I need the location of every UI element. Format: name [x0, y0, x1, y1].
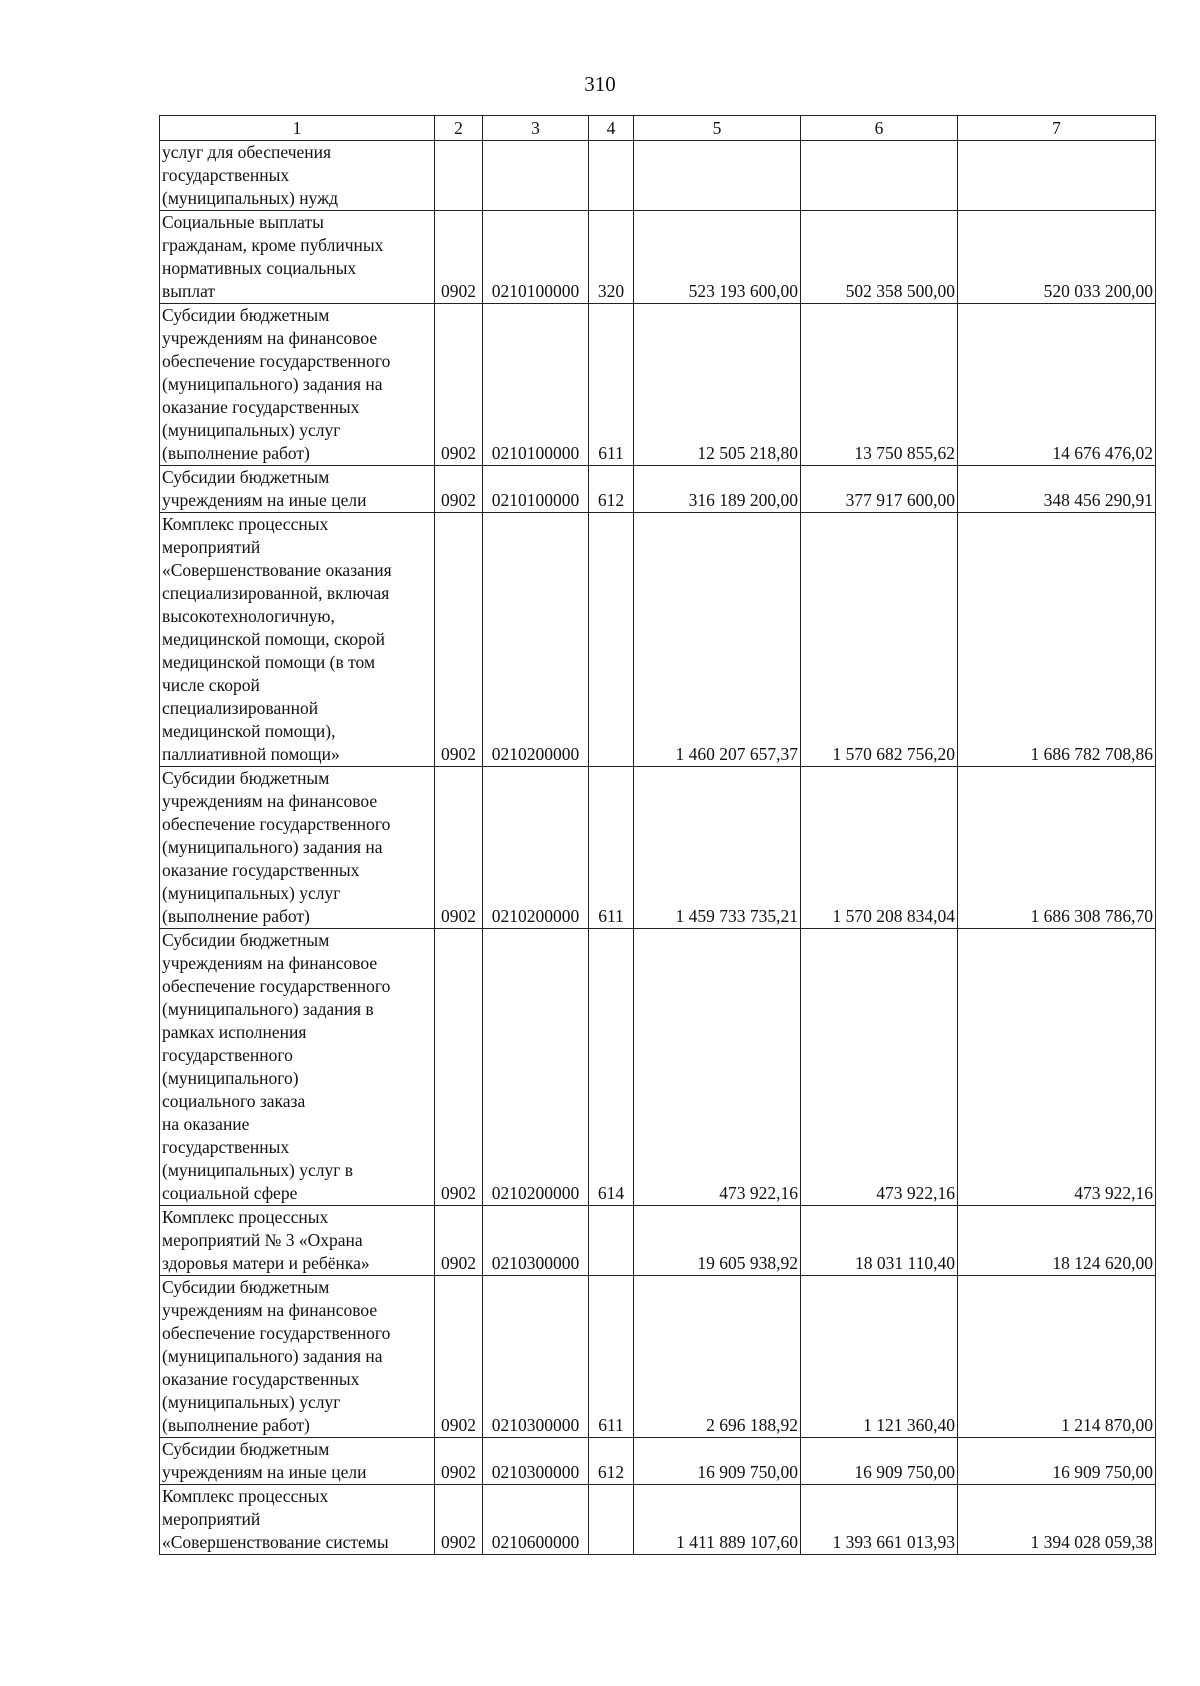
description-line: Комплекс процессных: [162, 1207, 329, 1227]
description-line: Комплекс процессных: [162, 1486, 329, 1506]
description-cell: [160, 304, 435, 466]
description-line: специализированной, включая: [162, 583, 390, 603]
description-line: оказание государственных: [162, 397, 360, 417]
amount-year2-cell: 13 750 855,62: [801, 304, 958, 466]
description-line: обеспечение государственного: [162, 351, 391, 371]
column-header: 7: [958, 116, 1156, 141]
amount-year3-cell: [958, 141, 1156, 211]
amount-year1-cell: [634, 141, 801, 211]
amount-year2-cell: 473 922,16: [801, 929, 958, 1206]
description-cell: [160, 1276, 435, 1438]
column-header: 3: [483, 116, 589, 141]
section-code-cell: 0902: [435, 466, 483, 513]
expense-type-cell: 612: [589, 1438, 634, 1485]
target-article-cell: 0210300000: [483, 1276, 589, 1438]
description-cell: [160, 929, 435, 1206]
table-row: [160, 767, 1156, 929]
amount-year2-cell: 502 358 500,00: [801, 211, 958, 304]
description-line: паллиативной помощи»: [162, 744, 340, 764]
description-line: учреждениям на иные цели: [162, 1462, 367, 1482]
description-line: обеспечение государственного: [162, 814, 391, 834]
target-article-cell: 0210100000: [483, 211, 589, 304]
amount-year1-cell: 19 605 938,92: [634, 1206, 801, 1276]
expense-type-cell: 320: [589, 211, 634, 304]
amount-year1-cell: 2 696 188,92: [634, 1276, 801, 1438]
description-line: обеспечение государственного: [162, 976, 391, 996]
description-line: Субсидии бюджетным: [162, 305, 330, 325]
description-line: учреждениям на финансовое: [162, 953, 378, 973]
expense-type-cell: [589, 1485, 634, 1555]
description-line: гражданам, кроме публичных: [162, 235, 384, 255]
expense-type-cell: 611: [589, 767, 634, 929]
target-article-cell: 0210300000: [483, 1206, 589, 1276]
section-code-cell: 0902: [435, 304, 483, 466]
description-cell: [160, 1485, 435, 1555]
column-header: 5: [634, 116, 801, 141]
table-row: [160, 211, 1156, 304]
column-header: 6: [801, 116, 958, 141]
description-line: (муниципальных) услуг: [162, 883, 341, 903]
description-cell: [160, 211, 435, 304]
description-cell: [160, 1206, 435, 1276]
description-line: (муниципальных) услуг: [162, 420, 341, 440]
amount-year3-cell: 1 686 308 786,70: [958, 767, 1156, 929]
section-code-cell: 0902: [435, 767, 483, 929]
description-line: медицинской помощи (в том: [162, 652, 376, 672]
description-line: (муниципального) задания на: [162, 1346, 383, 1366]
description-line: мероприятий: [162, 1509, 261, 1529]
expense-type-cell: 614: [589, 929, 634, 1206]
table-body: [160, 141, 1156, 1555]
description-line: (выполнение работ): [162, 443, 310, 463]
column-header: 1: [160, 116, 435, 141]
description-line: высокотехнологичную,: [162, 606, 335, 626]
section-code-cell: 0902: [435, 513, 483, 767]
description-line: Субсидии бюджетным: [162, 768, 330, 788]
column-header: 4: [589, 116, 634, 141]
target-article-cell: 0210200000: [483, 513, 589, 767]
description-line: Социальные выплаты: [162, 212, 324, 232]
target-article-cell: 0210100000: [483, 466, 589, 513]
amount-year2-cell: 16 909 750,00: [801, 1438, 958, 1485]
description-line: оказание государственных: [162, 860, 360, 880]
description-line: государственных: [162, 165, 290, 185]
amount-year3-cell: 1 686 782 708,86: [958, 513, 1156, 767]
section-code-cell: 0902: [435, 1276, 483, 1438]
description-line: (муниципального) задания в: [162, 999, 374, 1019]
description-line: (выполнение работ): [162, 906, 310, 926]
description-line: (муниципальных) нужд: [162, 188, 339, 208]
amount-year2-cell: 1 393 661 013,93: [801, 1485, 958, 1555]
description-line: на оказание: [162, 1114, 250, 1134]
table-row: [160, 1206, 1156, 1276]
description-line: государственных: [162, 1137, 290, 1157]
description-line: числе скорой: [162, 675, 260, 695]
table-row: [160, 466, 1156, 513]
target-article-cell: 0210100000: [483, 304, 589, 466]
description-line: Комплекс процессных: [162, 514, 329, 534]
description-line: (муниципального) задания на: [162, 374, 383, 394]
description-cell: [160, 767, 435, 929]
amount-year3-cell: 348 456 290,91: [958, 466, 1156, 513]
amount-year1-cell: 12 505 218,80: [634, 304, 801, 466]
description-line: учреждениям на финансовое: [162, 791, 378, 811]
section-code-cell: 0902: [435, 929, 483, 1206]
description-line: Субсидии бюджетным: [162, 930, 330, 950]
description-line: учреждениям на иные цели: [162, 490, 367, 510]
description-line: государственного: [162, 1045, 293, 1065]
column-number-row: [160, 116, 1156, 141]
expense-type-cell: [589, 513, 634, 767]
amount-year2-cell: 1 570 208 834,04: [801, 767, 958, 929]
description-line: оказание государственных: [162, 1369, 360, 1389]
target-article-cell: [483, 141, 589, 211]
description-line: нормативных социальных: [162, 258, 357, 278]
description-line: Субсидии бюджетным: [162, 1277, 330, 1297]
description-cell: [160, 513, 435, 767]
amount-year3-cell: 473 922,16: [958, 929, 1156, 1206]
expense-type-cell: [589, 141, 634, 211]
description-line: Субсидии бюджетным: [162, 467, 330, 487]
description-line: «Совершенствование оказания: [162, 560, 392, 580]
description-cell: [160, 141, 435, 211]
description-line: медицинской помощи),: [162, 721, 336, 741]
description-line: (муниципального) задания на: [162, 837, 383, 857]
target-article-cell: 0210200000: [483, 767, 589, 929]
amount-year3-cell: 1 394 028 059,38: [958, 1485, 1156, 1555]
table-row: [160, 304, 1156, 466]
amount-year3-cell: 1 214 870,00: [958, 1276, 1156, 1438]
description-line: рамках исполнения: [162, 1022, 307, 1042]
amount-year1-cell: 1 411 889 107,60: [634, 1485, 801, 1555]
description-line: медицинской помощи, скорой: [162, 629, 386, 649]
description-cell: [160, 466, 435, 513]
table-row: [160, 141, 1156, 211]
amount-year1-cell: 316 189 200,00: [634, 466, 801, 513]
section-code-cell: 0902: [435, 1485, 483, 1555]
column-header: 2: [435, 116, 483, 141]
amount-year2-cell: 1 570 682 756,20: [801, 513, 958, 767]
expense-type-cell: 611: [589, 304, 634, 466]
table-row: [160, 513, 1156, 767]
description-line: учреждениям на финансовое: [162, 1300, 378, 1320]
amount-year1-cell: 523 193 600,00: [634, 211, 801, 304]
table-row: [160, 1276, 1156, 1438]
description-line: обеспечение государственного: [162, 1323, 391, 1343]
section-code-cell: 0902: [435, 1206, 483, 1276]
amount-year1-cell: 16 909 750,00: [634, 1438, 801, 1485]
description-line: мероприятий № 3 «Охрана: [162, 1230, 363, 1250]
section-code-cell: 0902: [435, 1438, 483, 1485]
amount-year2-cell: 18 031 110,40: [801, 1206, 958, 1276]
section-code-cell: 0902: [435, 211, 483, 304]
amount-year2-cell: 1 121 360,40: [801, 1276, 958, 1438]
description-line: «Совершенствование системы: [162, 1532, 389, 1552]
amount-year3-cell: 16 909 750,00: [958, 1438, 1156, 1485]
description-line: здоровья матери и ребёнка»: [162, 1253, 370, 1273]
description-line: выплат: [162, 281, 216, 301]
page-number: 310: [584, 72, 616, 96]
amount-year2-cell: [801, 141, 958, 211]
description-line: (выполнение работ): [162, 1415, 310, 1435]
description-line: учреждениям на финансовое: [162, 328, 378, 348]
amount-year3-cell: 520 033 200,00: [958, 211, 1156, 304]
table-row: [160, 1438, 1156, 1485]
description-line: социальной сфере: [162, 1183, 298, 1203]
target-article-cell: 0210300000: [483, 1438, 589, 1485]
description-line: Субсидии бюджетным: [162, 1439, 330, 1459]
description-line: социального заказа: [162, 1091, 306, 1111]
target-article-cell: 0210200000: [483, 929, 589, 1206]
table-row: [160, 929, 1156, 1206]
amount-year1-cell: 473 922,16: [634, 929, 801, 1206]
description-line: специализированной: [162, 698, 319, 718]
description-line: (муниципальных) услуг: [162, 1392, 341, 1412]
description-cell: [160, 1438, 435, 1485]
expense-type-cell: 612: [589, 466, 634, 513]
description-line: (муниципальных) услуг в: [162, 1160, 354, 1180]
target-article-cell: 0210600000: [483, 1485, 589, 1555]
description-line: услуг для обеспечения: [162, 142, 332, 162]
amount-year1-cell: 1 459 733 735,21: [634, 767, 801, 929]
amount-year3-cell: 18 124 620,00: [958, 1206, 1156, 1276]
table-row: [160, 1485, 1156, 1555]
section-code-cell: [435, 141, 483, 211]
expense-type-cell: 611: [589, 1276, 634, 1438]
amount-year2-cell: 377 917 600,00: [801, 466, 958, 513]
amount-year3-cell: 14 676 476,02: [958, 304, 1156, 466]
amount-year1-cell: 1 460 207 657,37: [634, 513, 801, 767]
budget-table: [159, 115, 1156, 1555]
expense-type-cell: [589, 1206, 634, 1276]
description-line: мероприятий: [162, 537, 261, 557]
description-line: (муниципального): [162, 1068, 299, 1088]
